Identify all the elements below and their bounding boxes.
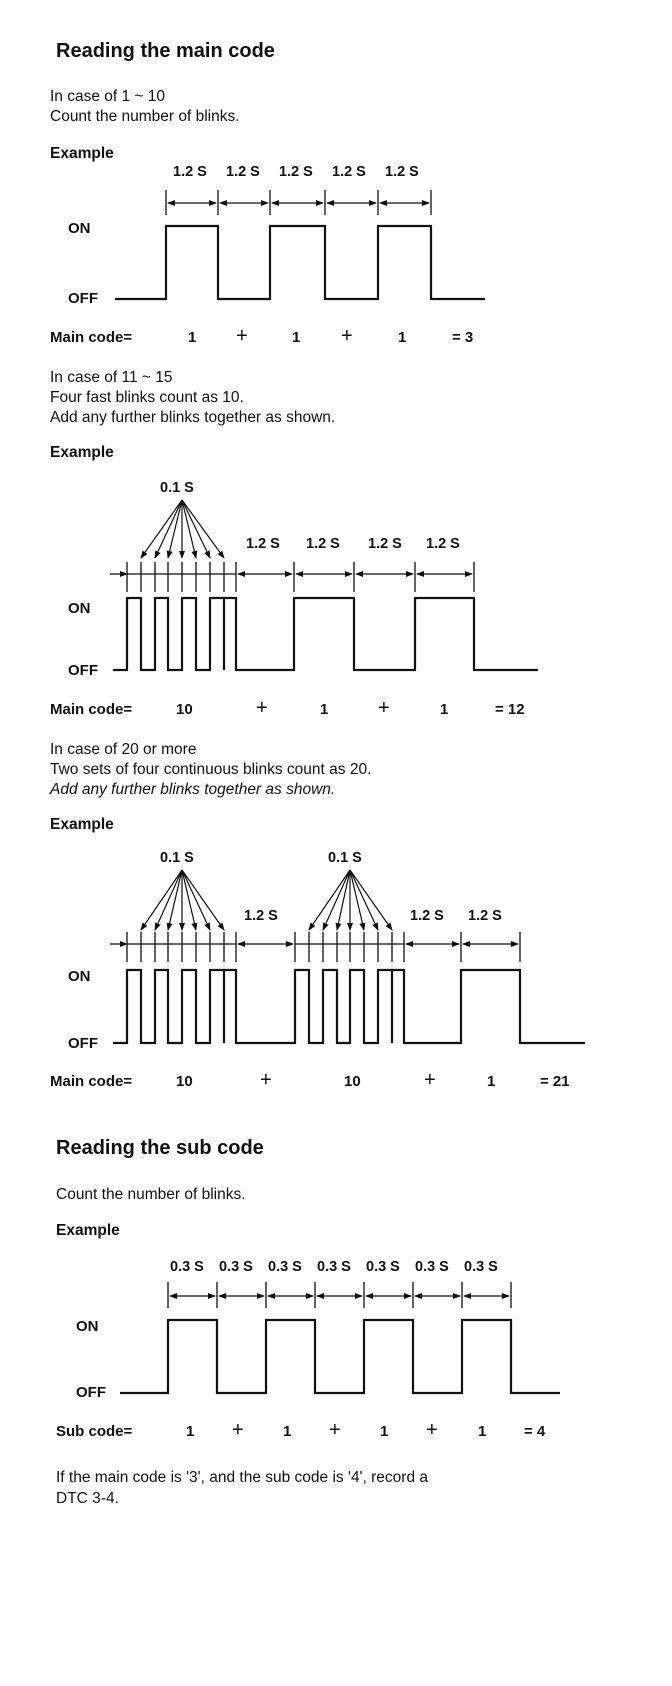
sub-code-term: 1 bbox=[380, 1423, 389, 1440]
case1-example-label: Example bbox=[50, 145, 114, 162]
case3-example-label: Example bbox=[50, 816, 114, 833]
sub-code-duration-label: 0.3 S bbox=[317, 1259, 351, 1275]
main-code-section-title: Reading the main code bbox=[56, 40, 275, 62]
case3-duration-label: 1.2 S bbox=[410, 908, 444, 924]
case2-code-term: 1 bbox=[440, 701, 449, 718]
case1-heading: In case of 1 ~ 10 bbox=[50, 88, 166, 105]
case1-code-term: 1 bbox=[398, 329, 407, 346]
case3-code-term: 10 bbox=[344, 1073, 361, 1090]
case2-off-label: OFF bbox=[68, 662, 98, 679]
case1-code-term: 1 bbox=[188, 329, 197, 346]
sub-code-term: 1 bbox=[283, 1423, 292, 1440]
case2-on-label: ON bbox=[68, 600, 91, 617]
case2-line: Add any further blinks together as shown. bbox=[50, 409, 336, 426]
plus-sign: + bbox=[256, 697, 268, 719]
case3-duration-label: 1.2 S bbox=[244, 908, 278, 924]
sub-code-duration-label: 0.3 S bbox=[170, 1259, 204, 1275]
case2-fast-duration-label: 0.1 S bbox=[160, 480, 194, 496]
sub-code-term: 1 bbox=[478, 1423, 487, 1440]
case1-main-code-label: Main code= bbox=[50, 329, 133, 346]
sub-code-off-label: OFF bbox=[76, 1384, 106, 1401]
case2-duration-label: 1.2 S bbox=[368, 536, 402, 552]
case1-code-term: 1 bbox=[292, 329, 301, 346]
case1-duration-label: 1.2 S bbox=[279, 164, 313, 180]
case1-on-label: ON bbox=[68, 220, 91, 237]
case1-duration-label: 1.2 S bbox=[173, 164, 207, 180]
sub-code-section-title: Reading the sub code bbox=[56, 1137, 264, 1159]
case3-fast-duration-label: 0.1 S bbox=[160, 850, 194, 866]
case2-line: Four fast blinks count as 10. bbox=[50, 389, 244, 406]
case2-total: = 12 bbox=[495, 701, 525, 718]
case1-duration-label: 1.2 S bbox=[332, 164, 366, 180]
sub-code-duration-label: 0.3 S bbox=[415, 1259, 449, 1275]
case2-duration-label: 1.2 S bbox=[426, 536, 460, 552]
case2-duration-label: 1.2 S bbox=[306, 536, 340, 552]
sub-code-duration-label: 0.3 S bbox=[366, 1259, 400, 1275]
case3-fast-duration-label: 0.1 S bbox=[328, 850, 362, 866]
case3-total: = 21 bbox=[540, 1073, 570, 1090]
dtc-note-line: DTC 3-4. bbox=[56, 1490, 119, 1507]
case3-heading: In case of 20 or more bbox=[50, 741, 197, 758]
plus-sign: + bbox=[426, 1419, 438, 1441]
dtc-note-line: If the main code is '3', and the sub code is '4', record a bbox=[56, 1469, 428, 1486]
plus-sign: + bbox=[260, 1069, 272, 1091]
case2-heading: In case of 11 ~ 15 bbox=[50, 369, 173, 386]
case2-example-label: Example bbox=[50, 444, 114, 461]
case1-total: = 3 bbox=[452, 329, 474, 346]
sub-code-duration-label: 0.3 S bbox=[219, 1259, 253, 1275]
plus-sign: + bbox=[236, 325, 248, 347]
case1-duration-label: 1.2 S bbox=[226, 164, 260, 180]
case1-line: Count the number of blinks. bbox=[50, 108, 240, 125]
case3-line: Two sets of four continuous blinks count as 20. bbox=[50, 761, 372, 778]
sub-code-label: Sub code= bbox=[56, 1423, 133, 1440]
case3-on-label: ON bbox=[68, 968, 91, 985]
case2-duration-label: 1.2 S bbox=[246, 536, 280, 552]
sub-code-duration-label: 0.3 S bbox=[464, 1259, 498, 1275]
plus-sign: + bbox=[424, 1069, 436, 1091]
plus-sign: + bbox=[378, 697, 390, 719]
case1-duration-label: 1.2 S bbox=[385, 164, 419, 180]
sub-code-example-label: Example bbox=[56, 1222, 120, 1239]
case3-line: Add any further blinks together as shown. bbox=[50, 781, 336, 798]
case2-code-term: 10 bbox=[176, 701, 193, 718]
sub-code-total: = 4 bbox=[524, 1423, 546, 1440]
sub-code-on-label: ON bbox=[76, 1318, 99, 1335]
case1-off-label: OFF bbox=[68, 290, 98, 307]
plus-sign: + bbox=[232, 1419, 244, 1441]
case3-main-code-label: Main code= bbox=[50, 1073, 133, 1090]
plus-sign: + bbox=[341, 325, 353, 347]
plus-sign: + bbox=[329, 1419, 341, 1441]
sub-code-duration-label: 0.3 S bbox=[268, 1259, 302, 1275]
case3-code-term: 1 bbox=[487, 1073, 496, 1090]
case3-off-label: OFF bbox=[68, 1035, 98, 1052]
sub-code-line: Count the number of blinks. bbox=[56, 1186, 246, 1203]
sub-code-term: 1 bbox=[186, 1423, 195, 1440]
case2-main-code-label: Main code= bbox=[50, 701, 133, 718]
case3-duration-label: 1.2 S bbox=[468, 908, 502, 924]
case2-code-term: 1 bbox=[320, 701, 329, 718]
case3-code-term: 10 bbox=[176, 1073, 193, 1090]
